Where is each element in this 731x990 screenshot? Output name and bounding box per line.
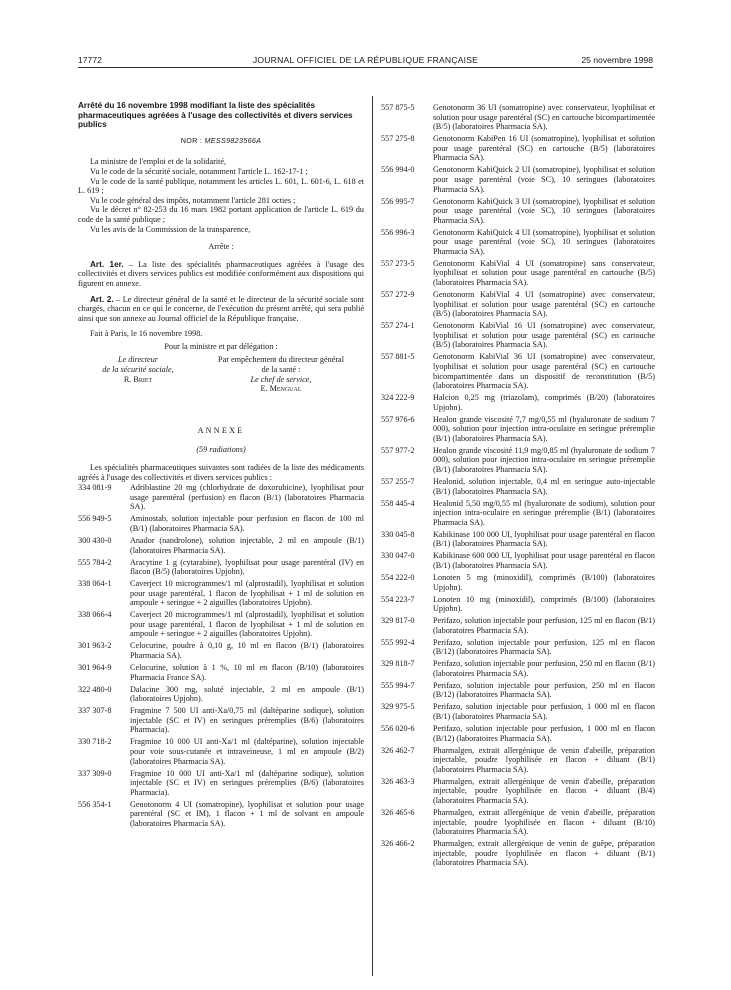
product-description: Genotonorm KabiPen 16 UI (somatropine), lyophilisat et solution pour usage parentéral (SC) en cartouche (B/5) (laboratoires Pharmacia SA). bbox=[433, 134, 655, 163]
list-item bbox=[381, 530, 655, 549]
cip-code: 557 977-2 bbox=[381, 445, 415, 455]
product-description: Pharmalgen, extrait allergénique de venin d'abeille, préparation injectable, poudre lyophilisée en flacon + diluant (B/1) (laboratoires Pharmacia SA). bbox=[433, 745, 655, 774]
list-item bbox=[381, 165, 655, 194]
list-item bbox=[381, 659, 655, 678]
list-item bbox=[381, 777, 655, 806]
preamble-line: Vu le code de la sécurité sociale, notamment l'article L. 162-17-1 ; bbox=[90, 166, 308, 176]
cip-code: 557 273-5 bbox=[381, 258, 415, 268]
list-item bbox=[381, 393, 655, 412]
product-description: Caverject 20 microgrammes/1 ml (alprostadil), lyophilisat et solution pour usage parentéral, 1 flacon de lyophilisat + 1 ml de solution en ampoule + seringue + 2 aiguilles (laboratoires Upjohn). bbox=[130, 610, 364, 639]
article-2 bbox=[78, 295, 364, 324]
preamble-line: Vu les avis de la Commission de la transparence, bbox=[90, 224, 251, 234]
product-description: Genotonorm 36 UI (somatropine) avec conservateur, lyophilisat et solution pour usage parentéral (SC) en cartouche bicompartimentée (B/5) (laboratoires Pharmacia SA). bbox=[433, 103, 655, 132]
product-description: Celocurine, poudre à 0,10 g, 10 ml en flacon (B/1) (laboratoires Pharmacia SA). bbox=[130, 641, 364, 661]
list-item bbox=[78, 483, 364, 512]
article-1-label: Art. 1er. bbox=[90, 259, 124, 269]
cip-code: 557 255-7 bbox=[381, 477, 415, 487]
signatures bbox=[78, 355, 364, 393]
product-description: Genotonorm KabiQuick 3 UI (somatropine), lyophilisat et solution pour usage parentéral (voie SC), 10 seringues (laboratoires Pharmacia SA). bbox=[433, 196, 655, 225]
list-item bbox=[78, 536, 364, 555]
product-description: Perifazo, solution injectable pour perfusion, 250 ml en flacon (B/1) (laboratoires Pharmacia SA). bbox=[433, 659, 655, 678]
list-item bbox=[381, 808, 655, 837]
list-item bbox=[381, 839, 655, 868]
product-description: Perifazo, solution injectable pour perfusion, 1 000 ml en flacon (B/12) (laboratoires Pharmacia SA). bbox=[433, 724, 655, 743]
product-description: Healon grande viscosité 11,9 mg/0,85 ml (hyaluronate de sodium 7 000), solution pour injection intra-oculaire en seringue préremplie (B/1) (laboratoires Pharmacia SA). bbox=[433, 445, 655, 475]
product-description: Pharmalgen, extrait allergénique de venin de guêpe, préparation injectable, poudre lyophilisée en flacon + diluant (B/1) (laboratoires Pharmacia SA). bbox=[433, 839, 655, 868]
column-divider bbox=[372, 96, 373, 976]
product-description: Healon grande viscosité 7,7 mg/0,55 ml (hyaluronate de sodium 7 000), solution pour injection intra-oculaire en seringue préremplie (B/1) (laboratoires Pharmacia SA). bbox=[433, 414, 655, 443]
product-description: Lonoten 5 mg (minoxidil), comprimés (B/100) (laboratoires Upjohn). bbox=[433, 572, 655, 592]
article-1 bbox=[78, 260, 364, 289]
product-description: Perifazo, solution injectable pour perfusion, 250 ml en flacon (B/12) (laboratoires Pharmacia SA). bbox=[433, 680, 655, 700]
cip-code: 555 784-2 bbox=[78, 557, 112, 567]
signatory-2-name: E. Mengual bbox=[260, 384, 302, 394]
decree-title: Arrêté du 16 novembre 1998 modifiant la liste des spécialités pharmaceutiques agréées à l'usage des collectivités et divers services publics bbox=[78, 101, 353, 130]
cip-code: 326 466-2 bbox=[381, 839, 415, 849]
list-item bbox=[381, 499, 655, 528]
product-description: Adriblastine 20 mg (chlorhydrate de doxorubicine), lyophilisat pour usage parentéral (perfusion) en flacon (B/1) (laboratoires Pharmacia SA). bbox=[130, 483, 364, 512]
cip-code: 556 994-0 bbox=[381, 165, 415, 175]
cip-code: 556 995-7 bbox=[381, 196, 415, 206]
list-item bbox=[78, 514, 364, 533]
cip-code: 557 272-9 bbox=[381, 290, 415, 300]
list-item bbox=[381, 228, 655, 257]
list-item bbox=[78, 610, 364, 639]
list-item bbox=[381, 352, 655, 390]
list-item bbox=[381, 746, 655, 775]
product-description: Caverject 10 microgrammes/1 ml (alprostadil), lyophilisat et solution pour usage parentéral, 1 flacon de lyophilisat + 1 ml de solution en ampoule + seringue + 2 aiguilles (laboratoires Upjohn). bbox=[130, 579, 364, 608]
product-description: Anador (nandrolone), solution injectable, 2 ml en ampoule (B/1) (laboratoires Pharmacia SA). bbox=[130, 535, 364, 555]
nor-code: MESS9823566A bbox=[204, 135, 262, 145]
product-description: Pharmalgen, extrait allergénique de venin d'abeille, préparation injectable, poudre lyophilisée en flacon + diluant (B/10) (laboratoires Pharmacia SA). bbox=[433, 807, 655, 837]
left-entry-list bbox=[78, 483, 364, 828]
product-description: Perifazo, solution injectable pour perfusion, 1 000 ml en flacon (B/1) (laboratoires Pharmacia SA). bbox=[433, 702, 655, 722]
cip-code: 337 307-8 bbox=[78, 706, 112, 716]
preamble-line: Vu le décret n° 82-253 du 16 mars 1982 portant application de l'article L. 619 du code de la santé publique ; bbox=[78, 205, 364, 224]
product-description: Fragmine 10 000 UI anti-Xa/1 ml (daltéparine sodique), solution injectable (SC et IV) en seringues préremplies (B/6) (laboratoires Pharmacia). bbox=[130, 768, 364, 797]
signature-block-2 bbox=[198, 355, 364, 393]
signatory-2-line-a: Par empêchement du directeur général bbox=[218, 355, 344, 365]
cip-code: 300 430-0 bbox=[78, 535, 112, 545]
cip-code: 558 445-4 bbox=[381, 498, 415, 508]
product-description: Fragmine 10 000 UI anti-Xa/1 ml (daltéparine), solution injectable pour voie sous-cutanée et intraveineuse, 1 ml en ampoule (B/2) (laboratoires Pharmacia SA). bbox=[130, 737, 364, 766]
cip-code: 556 020-6 bbox=[381, 724, 415, 734]
cip-code: 557 275-8 bbox=[381, 134, 415, 144]
cip-code: 330 047-0 bbox=[381, 551, 415, 561]
product-description: Genotonorm KabiVial 36 UI (somatropine) avec conservateur, lyophilisat et solution pour usage parentéral (SC) en cartouche bicompartimentée dans un dispositif de reconstitution (B/5) (laboratoires Pharmacia SA). bbox=[433, 352, 655, 391]
list-item bbox=[381, 134, 655, 163]
cip-code: 301 963-2 bbox=[78, 641, 112, 651]
cip-code: 329 975-5 bbox=[381, 702, 415, 712]
cip-code: 557 881-5 bbox=[381, 352, 415, 362]
list-item bbox=[381, 681, 655, 700]
cip-code: 557 274-1 bbox=[381, 321, 415, 331]
list-item bbox=[78, 737, 364, 766]
radiations-count: (59 radiations) bbox=[196, 445, 246, 455]
list-item bbox=[78, 685, 364, 704]
cip-code: 557 875-5 bbox=[381, 103, 415, 112]
product-description: Healonid, solution injectable, 0,4 ml en seringue auto-injectable (B/1) (laboratoires Pharmacia SA). bbox=[433, 477, 655, 496]
page-number: 17772 bbox=[78, 55, 102, 65]
product-description: Genotonorm KabiVial 4 UI (somatropine) avec conservateur, lyophilisat et solution pour usage parentéral (SC) en cartouche (B/5) (laboratoires Pharmacia SA). bbox=[433, 290, 655, 319]
product-description: Pharmalgen, extrait allergénique de venin d'abeille, préparation injectable, poudre lyophilisée en flacon + diluant (B/4) (laboratoires Pharmacia SA). bbox=[433, 776, 655, 805]
cip-code: 326 462-7 bbox=[381, 745, 415, 755]
article-1-text: – La liste des spécialités pharmaceutiques agréées à l'usage des collectivités et divers services publics est modifiée conformément aux dispositions qui figurent en annexe. bbox=[78, 259, 364, 288]
signature-block-1 bbox=[78, 355, 198, 393]
cip-code: 338 064-1 bbox=[78, 579, 112, 589]
list-item bbox=[78, 558, 364, 577]
list-item bbox=[78, 769, 364, 798]
cip-code: 337 309-0 bbox=[78, 768, 112, 778]
list-item bbox=[381, 616, 655, 635]
cip-code: 324 222-9 bbox=[381, 393, 415, 403]
list-item bbox=[78, 641, 364, 660]
left-column bbox=[78, 101, 364, 831]
cip-code: 330 718-2 bbox=[78, 737, 112, 747]
cip-code: 555 992-4 bbox=[381, 637, 415, 647]
signatory-2-line-b: de la santé : bbox=[261, 365, 301, 375]
signatory-1-title-b: de la sécurité sociale, bbox=[102, 365, 174, 375]
product-description: Genotonorm KabiQuick 2 UI (somatropine), lyophilisat et solution pour usage parentéral (voie SC), 10 seringues (laboratoires Pharmacia SA). bbox=[433, 165, 655, 194]
list-item bbox=[381, 446, 655, 475]
cip-code: 338 066-4 bbox=[78, 610, 112, 620]
cip-code: 329 817-0 bbox=[381, 616, 415, 626]
cip-code: 326 465-6 bbox=[381, 807, 415, 817]
product-description: Genotonorm KabiVial 16 UI (somatropine) avec conservateur, lyophilisat et solution pour usage parentéral (SC) en cartouche (B/5) (laboratoires Pharmacia SA). bbox=[433, 321, 655, 350]
product-description: Kabikinase 600 000 UI, lyophilisat pour usage parentéral en flacon (B/1) (laboratoires Pharmacia SA). bbox=[433, 551, 655, 570]
cip-code: 555 994-7 bbox=[381, 680, 415, 690]
signing-place-date: Fait à Paris, le 16 novembre 1998. bbox=[90, 329, 203, 339]
signatory-1-name: R. Briet bbox=[123, 374, 153, 384]
product-description: Genotonorm KabiQuick 4 UI (somatropine), lyophilisat et solution pour usage parentéral (voie SC), 10 seringues (laboratoires Pharmacia SA). bbox=[433, 227, 655, 256]
product-description: Aracytine 1 g (cytarabine), lyophilisat pour usage parentéral (IV) en flacon (B/5) (laboratoires Upjohn). bbox=[130, 557, 364, 577]
list-item bbox=[381, 259, 655, 288]
signatory-2-title: Le chef de service, bbox=[250, 374, 312, 384]
cip-code: 301 964-9 bbox=[78, 663, 112, 673]
list-item bbox=[381, 477, 655, 496]
nor-reference bbox=[78, 136, 364, 146]
product-description: Celocurine, solution à 1 %, 10 ml en flacon (B/10) (laboratoires Pharmacia France SA). bbox=[130, 663, 364, 682]
journal-title: JOURNAL OFFICIEL DE LA RÉPUBLIQUE FRANÇAISE bbox=[252, 55, 479, 65]
preamble-line: Vu le code de la santé publique, notamment les articles L. 601, L. 601-6, L. 618 et L. 619 ; bbox=[78, 176, 364, 196]
right-column bbox=[381, 103, 655, 870]
list-item bbox=[381, 321, 655, 350]
cip-code: 330 045-8 bbox=[381, 529, 415, 539]
list-item bbox=[381, 103, 655, 132]
cip-code: 556 949-5 bbox=[78, 514, 112, 524]
product-description: Genotonorm KabiVial 4 UI (somatropine) sans conservateur, lyophilisat et solution pour usage parentéral en cartouche (B/5) (laboratoires Pharmacia SA). bbox=[433, 258, 655, 288]
product-description: Healonid 5,50 mg/0,55 ml (hyaluronate de sodium), solution pour injection intra-oculaire en seringue préremplie (B/1) (laboratoires Pharmacia SA). bbox=[433, 498, 655, 527]
arrete-heading: Arrête : bbox=[208, 242, 234, 252]
list-item bbox=[381, 415, 655, 444]
product-description: Aminostab, solution injectable pour perfusion en flacon de 100 ml (B/1) (laboratoires Pharmacia SA). bbox=[130, 514, 364, 533]
cip-code: 556 996-3 bbox=[381, 227, 415, 237]
list-item bbox=[381, 702, 655, 721]
cip-code: 329 818-7 bbox=[381, 659, 415, 669]
list-item bbox=[381, 595, 655, 614]
page-header bbox=[78, 55, 653, 68]
annex-intro: Les spécialités pharmaceutiques suivantes sont radiées de la liste des médicaments agréés à l'usage des collectivités et divers services publics : bbox=[78, 463, 364, 482]
article-2-label: Art. 2. bbox=[90, 294, 114, 304]
list-item bbox=[78, 706, 364, 735]
list-item bbox=[381, 638, 655, 657]
article-2-text: – Le directeur général de la santé et le directeur de la sécurité sociale sont chargés, chacun en ce qui le concerne, de l'exécution du présent arrêté, qui sera publié ainsi que son annexe au Journal officiel de la République française. bbox=[78, 294, 364, 323]
product-description: Fragmine 7 500 UI anti-Xa/0,75 ml (daltéparine sodique), solution injectable (SC et IV) en seringues préremplies (B/6) (laboratoires Pharmacia). bbox=[130, 706, 364, 735]
issue-date: 25 novembre 1998 bbox=[581, 55, 653, 65]
list-item bbox=[381, 551, 655, 570]
list-item bbox=[381, 724, 655, 743]
product-description: Perifazo, solution injectable pour perfusion, 125 ml en flacon (B/1) (laboratoires Pharmacia SA). bbox=[433, 616, 655, 635]
product-description: Genotonorm 4 UI (somatropine), lyophilisat et solution pour usage parentéral (SC et IM), 1 flacon + 1 ml de solvant en ampoule (laboratoires Pharmacia SA). bbox=[130, 799, 364, 828]
list-item bbox=[381, 573, 655, 592]
list-item bbox=[78, 579, 364, 608]
preamble-line: La ministre de l'emploi et de la solidarité, bbox=[90, 157, 227, 167]
product-description: Halcion 0,25 mg (triazolam), comprimés (B/20) (laboratoires Upjohn). bbox=[433, 393, 655, 412]
cip-code: 326 463-3 bbox=[381, 776, 415, 786]
cip-code: 334 081-9 bbox=[78, 483, 112, 493]
product-description: Dalacine 300 mg, soluté injectable, 2 ml en ampoule (B/1) (laboratoires Upjohn). bbox=[130, 684, 364, 704]
right-entry-list bbox=[381, 103, 655, 868]
list-item bbox=[381, 197, 655, 226]
product-description: Perifazo, solution injectable pour perfusion, 125 ml en flacon (B/12) (laboratoires Pharmacia SA). bbox=[433, 637, 655, 657]
nor-label: NOR : bbox=[180, 135, 203, 145]
list-item bbox=[381, 290, 655, 319]
delegation-line: Pour la ministre et par délégation : bbox=[164, 341, 278, 351]
signatory-1-title-a: Le directeur bbox=[118, 355, 158, 365]
product-description: Lonoten 10 mg (minoxidil), comprimés (B/100) (laboratoires Upjohn). bbox=[433, 594, 655, 614]
list-item bbox=[78, 800, 364, 829]
list-item bbox=[78, 663, 364, 682]
cip-code: 322 480-0 bbox=[78, 684, 112, 694]
cip-code: 554 222-0 bbox=[381, 572, 415, 582]
preamble-line: Vu le code général des impôts, notamment l'article 281 octies ; bbox=[90, 195, 296, 205]
cip-code: 556 354-1 bbox=[78, 799, 112, 809]
cip-code: 557 976-6 bbox=[381, 414, 415, 424]
cip-code: 554 223-7 bbox=[381, 594, 415, 604]
product-description: Kabikinase 100 000 UI, lyophilisat pour usage parentéral en flacon (B/1) (laboratoires Pharmacia SA). bbox=[433, 529, 655, 549]
annex-heading: ANNEXE bbox=[197, 425, 245, 435]
